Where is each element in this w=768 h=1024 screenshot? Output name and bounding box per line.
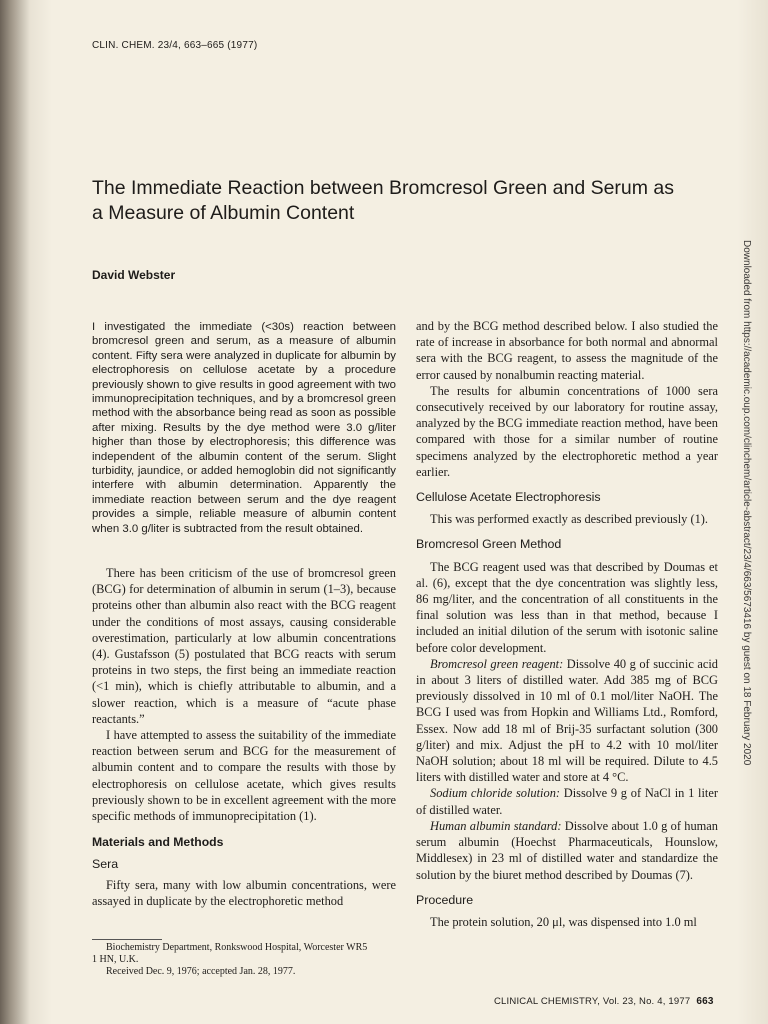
footnote-divider	[92, 939, 162, 940]
intro-paragraph-2: I have attempted to assess the suitability of the immediate reaction between serum and BCG for the measurement of albumin content and to compare the results with those by electrophoresis on cellulose acetate, which gives results previously shown to be in excellent agreement with the more specific methods of immunoprecipitation (1).	[92, 728, 396, 824]
heading-procedure: Procedure	[416, 892, 474, 907]
albumin-standard-text: Dissolve about 1.0 g of human serum albumin (Hoechst Pharmaceuticals, Hounslow, Middlesex) in 23 ml of distilled water and standardize the solution by the biuret method described by Doumas (7).	[416, 818, 718, 882]
footer-journal: CLINICAL CHEMISTRY, Vol. 23, No. 4, 1977	[494, 996, 691, 1007]
bcg-paragraph-1: The BCG reagent used was that described by Doumas et al. (6), except that the dye concentration was slightly less, 86 mg/liter, and the concentration of all constituents in the final solution was less than in that method, because I included an initial dilution of the serum with isotonic saline before color development.	[416, 559, 718, 655]
download-watermark: Downloaded from https://academic.oup.com/clinchem/article-abstract/23/4/663/5673416 by guest on 18 February 2020	[741, 240, 752, 766]
footnote-line-1: Biochemistry Department, Ronkswood Hospital, Worcester WR5	[106, 942, 368, 953]
page-footer	[494, 996, 714, 1007]
intro-paragraph-1: There has been criticism of the use of bromcresol green (BCG) for determination of albumin in serum (1–3), because proteins other than albumin also react with the BCG reagent under the conditions of most assays, causing considerable overestimation, particularly at low albumin concentrations (4). Gustafsson (5) postulated that BCG reacts with serum proteins in two steps, the first being an immediate reaction (<1 min), which is chiefly attributable to albumin, and a slower reaction, which is a measure of “acute phase reactants.”	[92, 566, 396, 726]
author-name: David Webster	[92, 268, 176, 282]
footnote-line-2: 1 HN, U.K.	[92, 954, 139, 965]
cae-paragraph: This was performed exactly as described previously (1).	[430, 512, 709, 527]
article-title	[92, 176, 692, 226]
albumin-standard-paragraph	[416, 818, 718, 883]
page-number: 663	[696, 996, 714, 1007]
left-column-body	[92, 565, 396, 909]
right-paragraph-1: and by the BCG method described below. I also studied the rate of increase in absorbance for both normal and abnormal sera with the BCG reagent, to assess the magnitude of the error caused by nonalbumin reacting material.	[416, 319, 718, 382]
albumin-standard-label: Human albumin standard:	[430, 818, 562, 833]
article-title-line-2: a Measure of Albumin Content	[92, 202, 355, 224]
sera-paragraph: Fifty sera, many with low albumin concentrations, were assayed in duplicate by the electrophoretic method	[92, 877, 396, 908]
nacl-text: Dissolve 9 g of NaCl in 1 liter of distilled water.	[416, 786, 718, 817]
heading-bcg-method: Bromcresol Green Method	[416, 537, 562, 552]
heading-sera: Sera	[92, 857, 119, 872]
bcg-reagent-text: Dissolve 40 g of succinic acid in about 3 liters of distilled water. Add 385 mg of BCG previously dissolved in 10 ml of 0.1 mol/liter NaOH. The BCG I used was from Hopkin and Williams Ltd., Romford, Essex. Now add 18 ml of Brij-35 surfactant solution (300 g/liter) and mix. Adjust the pH to 4.2 with 10 mol/liter NaOH solution; about 18 ml will be required. Dilute to 4.5 liters with distilled water and store at 4 °C.	[416, 656, 718, 785]
heading-cellulose-acetate: Cellulose Acetate Electrophoresis	[416, 490, 601, 505]
right-paragraph-2: The results for albumin concentrations of 1000 sera consecutively received by our laboratory for routine assay, analyzed by the BCG immediate reaction method, have been compared with those for a similar number of routine specimens analyzed by the electrophoretic method a year earlier.	[416, 383, 718, 479]
heading-materials-methods: Materials and Methods	[92, 835, 224, 850]
abstract: I investigated the immediate (<30s) reaction between bromcresol green and serum, as a measure of albumin content. Fifty sera were analyzed in duplicate for albumin by electrophoresis on cellulose acetate by a procedure previously shown to give results in good agreement with two immunoprecipitation techniques, and by a bromcresol green method with the absorbance being read as soon as possible after mixing. Results by the dye method were 3.0 g/liter higher than those by electrophoresis; this difference was independent of the albumin content of the serum. Slight turbidity, jaundice, or added hemoglobin did not significantly interfere with albumin determination. Apparently the immediate reaction between serum and the dye reagent provides a simple, reliable measure of albumin content when 3.0 g/liter is subtracted from the result obtained.	[92, 321, 396, 535]
nacl-paragraph	[416, 785, 718, 817]
footnote-line-3: Received Dec. 9, 1976; accepted Jan. 28, 1977.	[106, 966, 296, 977]
right-column-body	[416, 318, 718, 930]
bcg-reagent-label: Bromcresol green reagent:	[430, 656, 564, 671]
article-title-line-1: The Immediate Reaction between Bromcresol Green and Serum as	[92, 177, 675, 199]
footnote	[92, 942, 396, 978]
bcg-reagent-paragraph	[416, 656, 718, 786]
procedure-paragraph: The protein solution, 20 μl, was dispensed into 1.0 ml	[430, 914, 697, 929]
journal-reference: CLIN. CHEM. 23/4, 663–665 (1977)	[92, 40, 258, 51]
nacl-label: Sodium chloride solution:	[430, 786, 561, 801]
